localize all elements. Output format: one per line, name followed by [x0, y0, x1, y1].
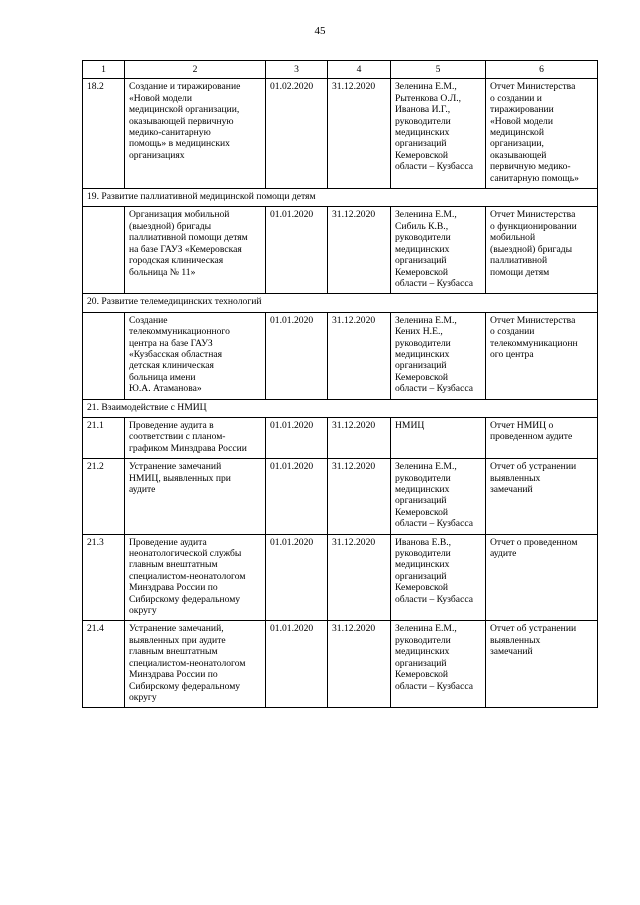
activity-cell-line: специалистом-неонатологом — [129, 570, 246, 582]
responsible-cell-line: организаций — [395, 495, 447, 507]
activity-cell-line: помощь» в медицинских — [129, 138, 230, 150]
activity-cell-line: аудите — [129, 484, 156, 495]
activity-cell-line: (выездной) бригады — [129, 220, 212, 232]
activity-cell-line: неонатологической службы — [129, 548, 242, 560]
activity-cell-line: округу — [129, 691, 157, 703]
responsible-cell-line: области – Кузбасса — [395, 518, 473, 530]
responsible-cell-line: организаций — [395, 138, 447, 150]
result-cell-line: оказывающей — [490, 149, 547, 161]
table-row — [83, 534, 598, 621]
result-cell-line: Отчет Министерства — [490, 209, 576, 221]
activity-cell-line: на базе ГАУЗ «Кемеровская — [129, 243, 242, 255]
result-cell-line: мобильной — [490, 232, 536, 244]
result-cell-line: аудите — [490, 548, 517, 560]
result-cell-line: о создании — [490, 326, 535, 338]
result-cell-line: Отчет НМИЦ о — [490, 419, 554, 431]
result-cell — [486, 417, 598, 458]
responsible-cell-line: Зеленина Е.М., — [395, 623, 457, 635]
activity-cell-line: телекоммуникационного — [129, 326, 230, 338]
result-cell-line: медицинской — [490, 127, 544, 139]
result-cell-line: Отчет о проведенном — [490, 536, 578, 548]
activity-cell-line: Сибирскому федеральному — [129, 593, 241, 605]
responsible-cell-line: Иванова И.Г., — [395, 104, 451, 116]
result-cell-line: паллиативной — [490, 255, 548, 267]
activity-cell — [125, 79, 266, 189]
page-number: 45 — [314, 25, 326, 37]
result-cell — [486, 621, 598, 708]
row-number: 21.1 — [83, 417, 125, 458]
responsible-cell-line: руководители — [395, 548, 451, 560]
action-plan-table — [82, 60, 598, 708]
responsible-cell — [391, 79, 486, 189]
responsible-cell-line: организаций — [395, 360, 447, 372]
result-cell-line: о создании и — [490, 92, 542, 104]
section-row — [83, 399, 598, 417]
result-cell-line: Отчет об устранении — [490, 623, 577, 635]
result-cell-line: замечаний — [490, 484, 533, 495]
responsible-cell — [391, 312, 486, 399]
result-cell-line: организации, — [490, 138, 544, 150]
section-row — [83, 189, 598, 207]
responsible-cell-line: руководители — [395, 634, 451, 646]
responsible-cell-line: Кемеровской — [395, 266, 449, 278]
responsible-cell — [391, 417, 486, 458]
activity-cell-line: Организация мобильной — [129, 209, 230, 221]
start-date: 01.01.2020 — [266, 312, 328, 399]
responsible-cell-line: Кемеровской — [395, 582, 449, 594]
responsible-cell-line: Кемеровской — [395, 149, 449, 161]
responsible-cell-line: области – Кузбасса — [395, 680, 473, 692]
start-date: 01.01.2020 — [266, 621, 328, 708]
activity-cell — [125, 534, 266, 621]
column-number: 1 — [83, 61, 125, 79]
responsible-cell-line: Сибиль К.В., — [395, 220, 449, 232]
responsible-cell-line: медицинских — [395, 646, 450, 658]
start-date: 01.01.2020 — [266, 459, 328, 534]
responsible-cell-line: Рытенкова О.Л., — [395, 92, 462, 104]
responsible-cell-line: организаций — [395, 255, 447, 267]
responsible-cell-line: медицинских — [395, 348, 450, 360]
responsible-cell-line: Иванова Е.В., — [395, 536, 452, 548]
end-date: 31.12.2020 — [328, 207, 391, 294]
responsible-cell-line: НМИЦ — [395, 419, 425, 431]
responsible-cell-line: Кемеровской — [395, 669, 449, 681]
result-cell-line: Отчет Министерства — [490, 81, 576, 93]
activity-cell-line: округу — [129, 605, 157, 617]
activity-cell-line: Ю.А. Атаманова» — [129, 383, 202, 395]
responsible-cell-line: области – Кузбасса — [395, 277, 473, 289]
responsible-cell — [391, 207, 486, 294]
table-row — [83, 207, 598, 294]
table-row — [83, 312, 598, 399]
responsible-cell-line: руководители — [395, 115, 451, 127]
activity-cell-line: медицинской организации, — [129, 104, 240, 116]
result-cell — [486, 459, 598, 534]
activity-cell-line: Создание — [129, 314, 168, 326]
column-numbers-row — [83, 61, 598, 79]
table-row — [83, 459, 598, 534]
responsible-cell-line: области – Кузбасса — [395, 593, 473, 605]
responsible-cell-line: медицинских — [395, 484, 450, 495]
activity-cell-line: «Кузбасская областная — [129, 348, 223, 360]
responsible-cell-line: медицинских — [395, 559, 450, 571]
activity-cell-line: Устранение замечаний, — [129, 623, 224, 635]
result-cell-line: телекоммуникационн — [490, 337, 578, 349]
result-cell-line: первичную медико- — [490, 161, 571, 173]
result-cell-line: санитарную помощь» — [490, 172, 579, 184]
column-number: 4 — [328, 61, 391, 79]
responsible-cell — [391, 621, 486, 708]
result-cell-line: о функционировании — [490, 220, 577, 232]
responsible-cell-line: области – Кузбасса — [395, 383, 473, 395]
activity-cell — [125, 312, 266, 399]
responsible-cell-line: руководители — [395, 472, 451, 484]
column-number: 3 — [266, 61, 328, 79]
result-cell-line: выявленных — [490, 634, 541, 646]
row-number — [83, 207, 125, 294]
activity-cell-line: Проведение аудита в — [129, 419, 214, 431]
responsible-cell-line: Зеленина Е.М., — [395, 314, 457, 326]
activity-cell-line: паллиативной помощи детям — [129, 232, 248, 244]
activity-cell-line: Устранение замечаний — [129, 461, 222, 473]
activity-cell-line: главным внештатным — [129, 646, 218, 658]
section-title: 21. Взаимодействие с НМИЦ — [83, 399, 598, 417]
activity-cell-line: специалистом-неонатологом — [129, 657, 246, 669]
section-row — [83, 294, 598, 312]
end-date: 31.12.2020 — [328, 534, 391, 621]
start-date: 01.02.2020 — [266, 79, 328, 189]
result-cell-line: проведенном аудите — [490, 431, 573, 443]
activity-cell-line: городская клиническая — [129, 255, 224, 267]
result-cell-line: выявленных — [490, 472, 541, 484]
responsible-cell-line: области – Кузбасса — [395, 161, 473, 173]
responsible-cell-line: Зеленина Е.М., — [395, 81, 457, 93]
responsible-cell-line: организаций — [395, 570, 447, 582]
activity-cell — [125, 417, 266, 458]
activity-cell-line: больница № 11» — [129, 266, 196, 278]
responsible-cell-line: медицинских — [395, 127, 450, 139]
responsible-cell-line: руководители — [395, 337, 451, 349]
start-date: 01.01.2020 — [266, 417, 328, 458]
activity-cell-line: медико-санитарную — [129, 127, 211, 139]
result-cell — [486, 534, 598, 621]
responsible-cell — [391, 534, 486, 621]
result-cell-line: ого центра — [490, 348, 534, 360]
activity-cell-line: организациях — [129, 149, 185, 161]
responsible-cell-line: руководители — [395, 232, 451, 244]
row-number — [83, 312, 125, 399]
activity-cell-line: Сибирскому федеральному — [129, 680, 241, 692]
responsible-cell-line: Зеленина Е.М., — [395, 461, 457, 473]
row-number: 21.4 — [83, 621, 125, 708]
result-cell-line: Отчет Министерства — [490, 314, 576, 326]
end-date: 31.12.2020 — [328, 459, 391, 534]
table-row — [83, 417, 598, 458]
column-number: 6 — [486, 61, 598, 79]
activity-cell-line: Проведение аудита — [129, 536, 207, 548]
activity-cell — [125, 207, 266, 294]
section-title: 19. Развитие паллиативной медицинской помощи детям — [83, 189, 598, 207]
responsible-cell-line: медицинских — [395, 243, 450, 255]
end-date: 31.12.2020 — [328, 79, 391, 189]
end-date: 31.12.2020 — [328, 417, 391, 458]
activity-cell-line: Минздрава России по — [129, 582, 218, 594]
result-cell — [486, 312, 598, 399]
start-date: 01.01.2020 — [266, 534, 328, 621]
table-row — [83, 621, 598, 708]
column-number: 5 — [391, 61, 486, 79]
result-cell-line: Отчет об устранении — [490, 461, 577, 473]
end-date: 31.12.2020 — [328, 312, 391, 399]
responsible-cell-line: организаций — [395, 657, 447, 669]
section-title: 20. Развитие телемедицинских технологий — [83, 294, 598, 312]
activity-cell — [125, 621, 266, 708]
activity-cell — [125, 459, 266, 534]
activity-cell-line: детская клиническая — [129, 360, 214, 372]
result-cell-line: (выездной) бригады — [490, 243, 573, 255]
result-cell-line: тиражировании — [490, 104, 554, 116]
column-number: 2 — [125, 61, 266, 79]
activity-cell-line: центра на базе ГАУЗ — [129, 337, 213, 349]
responsible-cell-line: Зеленина Е.М., — [395, 209, 457, 221]
result-cell-line: замечаний — [490, 646, 533, 658]
result-cell — [486, 207, 598, 294]
activity-cell-line: оказывающей первичную — [129, 115, 234, 127]
responsible-cell-line: Кених Н.Е., — [395, 326, 443, 338]
activity-cell-line: главным внештатным — [129, 559, 218, 571]
responsible-cell-line: Кемеровской — [395, 371, 449, 383]
responsible-cell-line: Кемеровской — [395, 506, 449, 518]
activity-cell-line: «Новой модели — [129, 92, 192, 104]
start-date: 01.01.2020 — [266, 207, 328, 294]
activity-cell-line: НМИЦ, выявленных при — [129, 472, 231, 484]
responsible-cell — [391, 459, 486, 534]
table-body — [83, 61, 598, 708]
activity-cell-line: Создание и тиражирование — [129, 81, 241, 93]
row-number: 21.3 — [83, 534, 125, 621]
table-row — [83, 79, 598, 189]
result-cell — [486, 79, 598, 189]
result-cell-line: помощи детям — [490, 266, 550, 278]
activity-cell-line: Минздрава России по — [129, 669, 218, 681]
row-number: 18.2 — [83, 79, 125, 189]
end-date: 31.12.2020 — [328, 621, 391, 708]
result-cell-line: «Новой модели — [490, 115, 553, 127]
row-number: 21.2 — [83, 459, 125, 534]
activity-cell-line: выявленных при аудите — [129, 634, 226, 646]
activity-cell-line: больница имени — [129, 371, 196, 383]
activity-cell-line: графиком Минздрава России — [129, 442, 247, 454]
activity-cell-line: соответствии с планом- — [129, 431, 226, 443]
